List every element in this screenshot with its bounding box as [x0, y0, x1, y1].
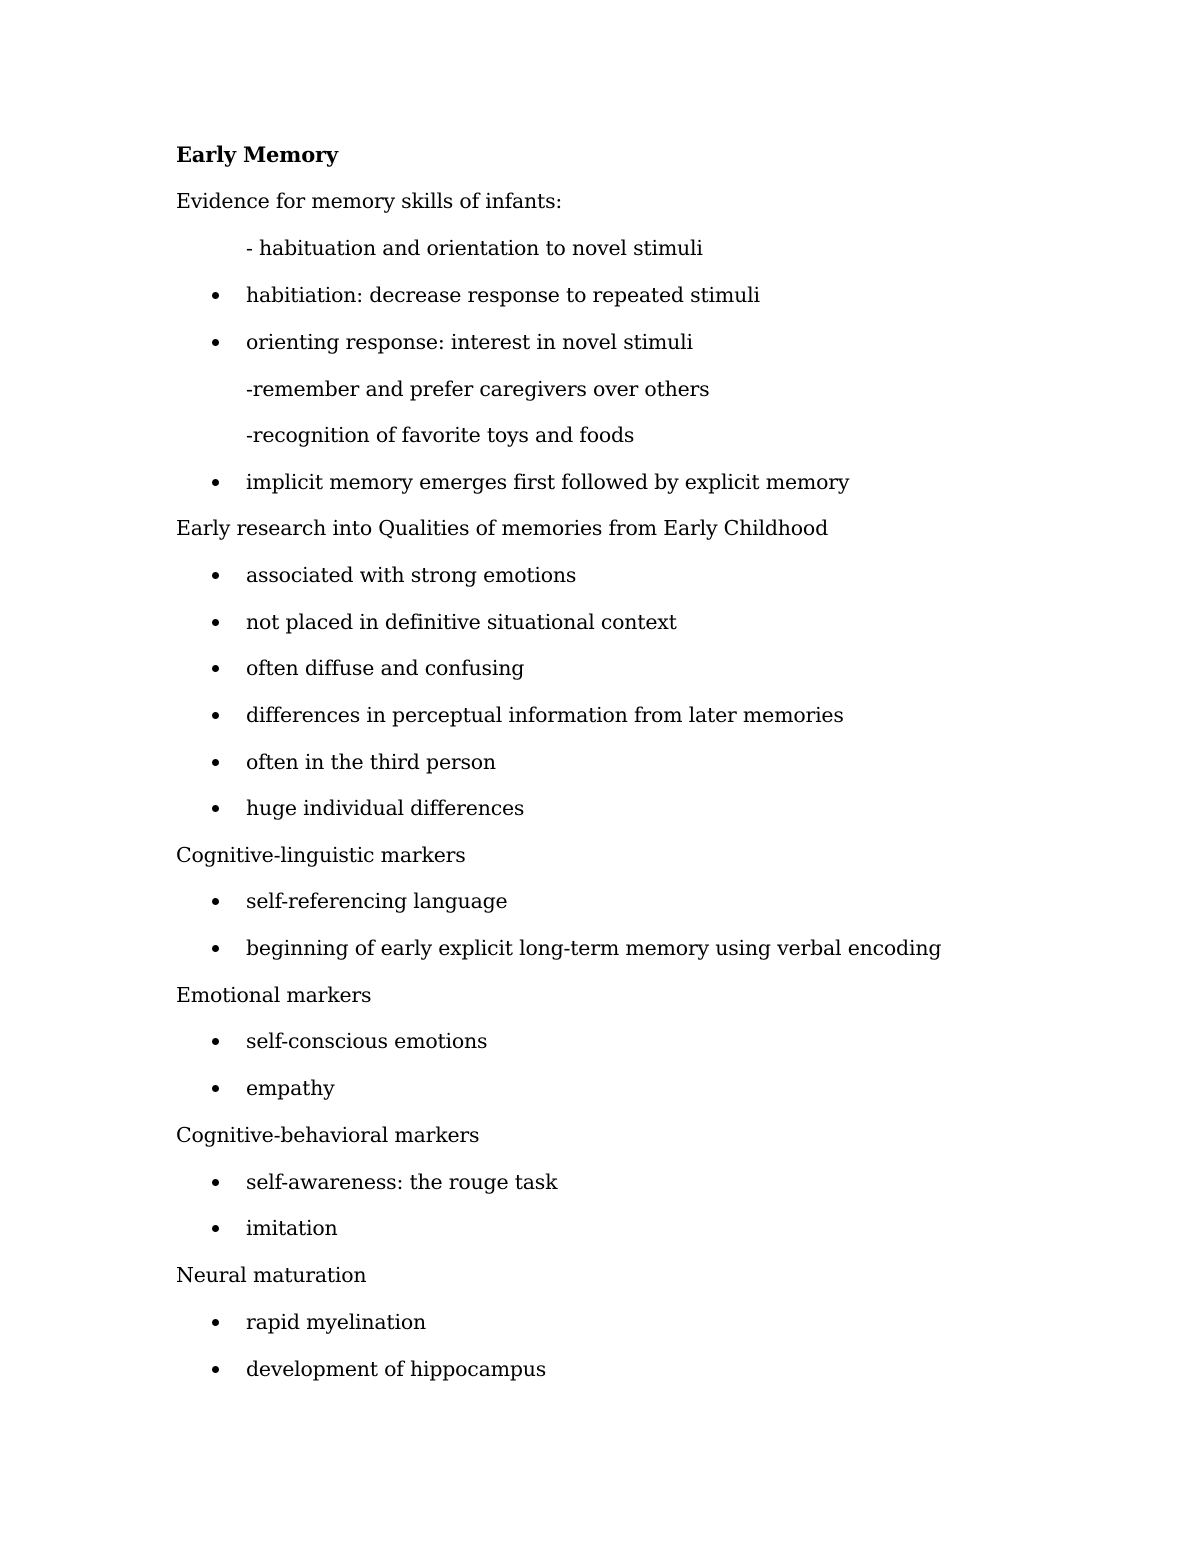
bullet-text: empathy — [246, 1076, 335, 1100]
bullet-dot-icon — [212, 339, 219, 346]
bullet-dot-icon — [212, 572, 219, 579]
bullet-dot-icon — [212, 619, 219, 626]
bullet-text: huge individual differences — [246, 796, 525, 820]
bullet-item — [246, 560, 576, 590]
section-heading-cognitive-linguistic: Cognitive-linguistic markers — [176, 843, 466, 867]
bullet-item — [246, 1073, 335, 1103]
document-title: Early Memory — [176, 142, 338, 167]
bullet-dot-icon — [212, 665, 219, 672]
bullet-dot-icon — [212, 1085, 219, 1092]
bullet-item — [246, 607, 677, 637]
bullet-text: often diffuse and confusing — [246, 656, 525, 680]
bullet-item — [246, 653, 524, 683]
bullet-dot-icon — [212, 292, 219, 299]
bullet-text: not placed in definitive situational context — [246, 610, 677, 634]
bullet-item — [246, 933, 941, 963]
dash-item: -recognition of favorite toys and foods — [246, 423, 635, 447]
bullet-text: self-awareness: the rouge task — [246, 1170, 558, 1194]
bullet-text: self-referencing language — [246, 889, 508, 913]
bullet-item — [246, 467, 849, 497]
section-heading-neural: Neural maturation — [176, 1263, 367, 1287]
bullet-dot-icon — [212, 759, 219, 766]
bullet-item — [246, 747, 496, 777]
bullet-item — [246, 1354, 546, 1384]
bullet-text: imitation — [246, 1216, 338, 1240]
bullet-item — [246, 1026, 487, 1056]
dash-item: -remember and prefer caregivers over others — [246, 377, 710, 401]
section-heading-emotional: Emotional markers — [176, 983, 372, 1007]
bullet-text: often in the third person — [246, 750, 496, 774]
bullet-item — [246, 327, 693, 357]
bullet-text: habitiation: decrease response to repeated stimuli — [246, 283, 760, 307]
bullet-dot-icon — [212, 1366, 219, 1373]
bullet-dot-icon — [212, 945, 219, 952]
section-heading-cognitive-behavioral: Cognitive-behavioral markers — [176, 1123, 480, 1147]
bullet-item — [246, 1307, 426, 1337]
bullet-dot-icon — [212, 479, 219, 486]
bullet-dot-icon — [212, 1038, 219, 1045]
bullet-item — [246, 793, 524, 823]
bullet-text: beginning of early explicit long-term memory using verbal encoding — [246, 936, 942, 960]
bullet-dot-icon — [212, 712, 219, 719]
bullet-item — [246, 280, 760, 310]
bullet-text: self-conscious emotions — [246, 1029, 488, 1053]
bullet-dot-icon — [212, 805, 219, 812]
bullet-dot-icon — [212, 1319, 219, 1326]
bullet-text: orienting response: interest in novel stimuli — [246, 330, 693, 354]
bullet-dot-icon — [212, 898, 219, 905]
bullet-item — [246, 886, 507, 916]
bullet-dot-icon — [212, 1179, 219, 1186]
bullet-text: associated with strong emotions — [246, 563, 577, 587]
section-heading-research: Early research into Qualities of memories from Early Childhood — [176, 516, 828, 540]
bullet-item — [246, 1167, 557, 1197]
dash-item: - habituation and orientation to novel stimuli — [246, 236, 703, 260]
bullet-item — [246, 700, 844, 730]
bullet-dot-icon — [212, 1225, 219, 1232]
bullet-text: differences in perceptual information from later memories — [246, 703, 844, 727]
bullet-text: implicit memory emerges first followed by explicit memory — [246, 470, 850, 494]
bullet-item — [246, 1213, 338, 1243]
bullet-text: rapid myelination — [246, 1310, 426, 1334]
section-heading-evidence: Evidence for memory skills of infants: — [176, 189, 563, 213]
bullet-text: development of hippocampus — [246, 1357, 547, 1381]
